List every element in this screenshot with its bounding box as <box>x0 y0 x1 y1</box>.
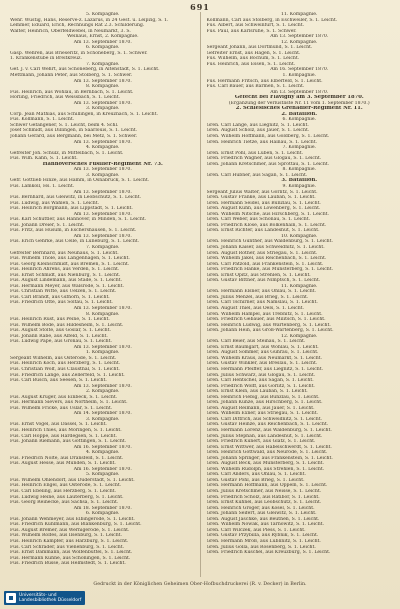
text-line: Gren. Carl Weber, aus Schönau, S. 1. Leicht. <box>206 217 311 223</box>
text-line: Füs. Wilh. Kahn, S. 1. Leicht. <box>10 156 78 162</box>
text-line: Füs. Friedrich Busse, aus Helmstedt, S. 1. Leicht. <box>10 561 126 567</box>
text-line: Am 13. September 1870. <box>73 78 132 84</box>
text-line: Am 16. September 1870. <box>270 67 329 73</box>
text-line: Füs. Georg Reinecke, aus Sachsa, S. 1. Leicht. <box>10 500 119 506</box>
text-line: Gren. Ernst Pohl, aus Lüben, S. 1. Leicht. <box>206 150 304 156</box>
text-line: Gren. Julius Golla, aus Rosenberg, S. 1. Leicht. <box>206 544 316 550</box>
text-line: 12. Kompagnie. <box>281 39 318 45</box>
text-line: Am 13. September 1870. <box>73 189 132 195</box>
text-line: Am 13. September 1870. <box>73 167 132 173</box>
text-line: 3. Kompagnie. <box>86 416 120 422</box>
text-line: Füs. Friedrich Kuhlmann, aus Blankenburg, S. 1. Leicht. <box>10 522 142 528</box>
text-line: Füs. Heinrich Kämpfer, aus Harzburg, S. 1. Leicht. <box>10 538 129 544</box>
text-line: Füs. Ludwig Heine, aus Lauterberg, S. 1. Leicht. <box>10 494 124 500</box>
text-line: Gren. Friedrich Hanke, aus Münsterberg, S. 1. Leicht. <box>206 267 334 273</box>
text-line: Füs. Wilhelm Ohlendorf, aus Duderstadt, S. 1. Leicht. <box>10 477 135 483</box>
text-line: Füs. Paul, aus Karlsruhe, S. 1. Schwer. <box>206 28 297 34</box>
text-columns <box>10 12 392 577</box>
text-line: Füs. Wilhelm Rolfes, aus Ilsenburg, S. 1. Leicht. <box>10 533 122 539</box>
text-line: 11. Kompagnie. <box>281 283 318 289</box>
text-line: Sergeant Wilhelm, aus Osterode, S. 1. Leicht. <box>10 355 117 361</box>
text-line: Gren. Carl Hentschel, aus Sagan, S. 1. Leicht. <box>206 378 314 384</box>
text-line: Gren. August Kühn, aus Löwenberg, S. 1. Leicht. <box>206 206 321 212</box>
text-line: Füs. Wilhelm Fricke, aus Uslar, S. 1. Leicht. <box>10 405 113 411</box>
text-line: Gren. Hermann Elsner, aus Ohlau, S. 1. Leicht. <box>206 289 316 295</box>
text-line: 3. Kompagnie. <box>86 106 120 112</box>
text-line: 9. Kompagnie. <box>282 183 316 189</box>
text-line: 8. Kompagnie. <box>282 167 316 173</box>
text-line: Weinaus, Ernst, 2. Kompagnie. <box>66 34 139 40</box>
text-line: 1. Kompagnie. <box>282 73 316 79</box>
library-logo-text <box>19 593 81 603</box>
text-line: Gren. Julius Stephan, aus Landeshut, S. 1. Leicht. <box>206 433 323 439</box>
text-line: Gren. Wilhelm Nowak, aus Tarnowitz, S. 1. Leicht. <box>206 522 324 528</box>
text-line: Gren. Heinrich Gröger, aus Kosel, S. 1. Leicht. <box>206 505 315 511</box>
text-line: Füs. Carl Bauer, aus Barmen, S. 1. Leicht. <box>206 84 305 90</box>
library-logo[interactable] <box>4 591 85 605</box>
text-line: Am 13. September 1870. <box>73 383 132 389</box>
logo-line-1: Universitäts- und <box>19 593 57 598</box>
text-line: Gren. Ernst Wittwer, aus Habelschwerdt, S. 1. Leicht. <box>206 444 332 450</box>
text-line: 7. Kompagnie. <box>282 145 316 151</box>
text-line: Füs. Hermann Sievers, aus Northeim, S. 1. Leicht. <box>10 400 128 406</box>
text-line: Gren. Wilhelm Hoffmann, aus Goldberg, S. 1. Leicht. <box>206 134 330 140</box>
text-line: Gren. Carl Pätzold, aus Frankenstein, S. 1. Leicht. <box>206 261 324 267</box>
text-line: Gren. Friedrich Wagner, aus Glogau, S. 1. Leicht. <box>206 156 322 162</box>
text-line: Gren. Johann Kretschmer, aus Sprottau, S. 1. Leicht. <box>206 161 330 167</box>
text-line: Gren. August Sommer, aus Guhrau, S. 1. Leicht. <box>206 350 319 356</box>
text-line: Füs. Johann Wehmeyer, aus Elbingerode, S. 1. Leicht. <box>10 516 135 522</box>
right-column <box>207 12 393 577</box>
text-line: Am 13. September 1870. <box>270 89 329 95</box>
text-line: Füs. Georg Kleinschmidt, aus Bremen, S. 1. Leicht. <box>10 261 130 267</box>
text-line: Gefr. Gottlieb Hinze, aus Hamm, in Osnabrück, S. 1. Leicht. <box>10 178 150 184</box>
text-line: Am 14. September 1870. <box>73 411 132 417</box>
text-line: Füs. August Lindemann, aus Stade, S. 1. Leicht. <box>10 278 122 284</box>
text-line: Gren. Heinrich Gottwald, aus Neurode, S. 1. Leicht. <box>206 450 328 456</box>
text-line: Füs. Wilhelm Bode, aus Hildesheim, S. 1. Leicht. <box>10 322 124 328</box>
section-heading: 2. Schlesisches Grenadier-Regiment Nr. 11. <box>235 106 363 112</box>
text-line: Gren. Heinrich Ludwig, aus Wartenberg, S. 1. Leicht. <box>206 322 331 328</box>
text-line: Am 16. September 1870. <box>73 444 132 450</box>
text-line: Gren. Carl Lange, aus Liegnitz, S. 1. Leicht. <box>206 122 309 128</box>
text-line: Füs. Heinrich Koch, aus Herzberg, S. 1. Leicht. <box>10 361 121 367</box>
text-line: 8. Kompagnie. <box>86 311 120 317</box>
text-line: 2. Kompagnie. <box>86 389 120 395</box>
text-line: Füs. August Hesse, aus Münden, S. 1. Leicht. <box>10 461 116 467</box>
text-line: Füs. Carl Brandt, aus Gifhorn, S. 1. Leicht. <box>10 294 110 300</box>
section-heading: 2. Bataillon. <box>281 111 318 117</box>
text-line: Gren. Heinrich Fiebig, aus Bunzlau, S. 1. Leicht. <box>206 394 320 400</box>
text-line: Gren. Hermann Mroß, aus Lublinitz, S. 1. Leicht. <box>206 538 321 544</box>
text-line: Füs. Hermann Meyer, aus Walsrode, S. 1. Leicht. <box>10 283 124 289</box>
text-line: Gren. Wilhelm Exner, aus Striegau, S. 1. Leicht. <box>206 411 319 417</box>
text-line: Gren. Gustav Franke, aus Lauban, S. 1. Leicht. <box>206 195 316 201</box>
text-line: Gren. August Rother, aus Striegau, S. 1. Leicht. <box>206 250 318 256</box>
text-line: Am 13. September 1870. <box>73 344 132 350</box>
text-line: Gren. Carl Hübner, aus Sagan, S. 1. Leicht. <box>206 172 308 178</box>
text-line: Füs. Heinrich Borgmann, aus Lippstadt, S. 1. Leicht. <box>10 206 133 212</box>
text-line: Füs. Friedrich Nolte, aus Dransfeld, S. 1. Leicht. <box>10 455 124 461</box>
text-line: Gren. August Thiel, aus Oels, S. 1. Leicht. <box>206 305 304 311</box>
text-line: Füs. Carl Busch, aus Seesen, S. 1. Leicht. <box>10 378 107 384</box>
text-line: 11. Kompagnie. <box>281 12 318 17</box>
text-line: Füs. Heinrich Rust, aus Peine, S. 1. Leicht. <box>10 317 110 323</box>
text-line: Johann Gerard, aus Bergmann, bei Metz, S. 1. Schwer. <box>10 134 138 140</box>
text-line: Füs. Christian Wolf, aus Clausthal, S. 1. Leicht. <box>10 367 120 372</box>
text-line: 1. Kompagnie. <box>86 350 120 356</box>
section-heading: 3. Bataillon. <box>281 178 318 184</box>
text-line: Füs. Ludwig, aus Wahlen, S. 1. Leicht. <box>10 200 100 206</box>
text-line: Gren. Johann Kunze, aus Hirschberg, S. 1. Leicht. <box>206 400 323 406</box>
section-heading: Hannoversches Füsilier-Regiment Nr. 73. <box>42 161 163 167</box>
text-line: Füs. Heinrich Engel, aus Osterode, S. 1. Leicht. <box>10 483 122 489</box>
printer-footer: Gedruckt in der Königlichen Geheimen Ober-Hofbuchdruckerei (R. v. Decker) in Berlin. <box>93 582 307 587</box>
text-line: 5. Kompagnie. <box>86 472 120 478</box>
text-line: 6. Kompagnie. <box>282 117 316 123</box>
text-line: Gren. Julius Schwarz, aus Glogau, S. 1. Leicht. <box>206 372 316 378</box>
text-line: Gren. Hermann Hoffmann, aus Oppeln, S. 1. Leicht. <box>206 483 328 489</box>
text-line: Gren. Johann Seifert, aus Gleiwitz, S. 1. Leicht. <box>206 511 317 517</box>
text-line: Gren. Carl Wilczek, aus Pless, S. 1. Leicht. <box>206 527 306 533</box>
text-line: Füs. Johann Riemann, aus Göttingen, S. 1. Leicht. <box>10 439 127 445</box>
section-heading: Gefecht bei Flavigny am 3. September 1870. <box>234 95 364 101</box>
text-line: Hörling, Friedrich, aus Weissbach, S. 1. Leicht. <box>10 95 121 101</box>
text-line: Füs. Ludwig Pape, aus Gronau, S. 1. Leicht. <box>10 339 112 345</box>
text-line: Gren. Wilhelm Nitsche, aus Hirschberg, S. 1. Leicht. <box>206 211 329 217</box>
text-line: 7. Kompagnie. <box>86 61 120 67</box>
text-line: Gren. Friedrich Gebauer, aus Militsch, S. 1. Leicht. <box>206 317 326 323</box>
text-line: Gren. Ernst Klein, aus Lauban, S. 1. Leicht. <box>206 389 308 395</box>
text-line: (Ergänzung der Verlustliste Nr. 11 vom 1. September 1870.) <box>228 100 370 106</box>
text-line: Gren. Ernst Opitz, aus Strehlen, S. 1. Leicht. <box>206 272 311 278</box>
text-line: Gren. Wilhelm Rudolph, aus Strehlen, S. 1. Leicht. <box>206 466 325 472</box>
text-line: Mettmann, Johann Peter, aus Stolberg, S. 1. Schwer. <box>10 73 133 79</box>
text-line: Gren. Heinrich Günther, aus Waldenburg, S. 1. Leicht. <box>206 239 333 245</box>
text-line: 1. Krankenstube in Breitkreuz. <box>10 56 82 62</box>
text-line: 6. Kompagnie. <box>86 45 120 51</box>
library-logo-icon <box>6 593 16 603</box>
text-line: Gren. Johann Kaiser, aus Schweidnitz, S. 1. Leicht. <box>206 244 325 250</box>
text-line: Gren. Hermann Pfeiffer, aus Liegnitz, S. 1. Leicht. <box>206 367 324 372</box>
page-number: 691 <box>190 2 210 12</box>
text-line: Gef. J. v. Carl Wehrt, aus Schöneberg, in Altenstadt, S. 1. Leicht. <box>10 67 160 73</box>
text-line: Gefreiter Joh. Schulz, in Mittelbach, S. 1. Leicht. <box>10 150 124 156</box>
text-line: Gren. Gustav Pohl, aus Brieg, S. 1. Leicht. <box>206 477 305 483</box>
text-line: Füs. Kollmann, S. 1. Leicht. <box>10 117 75 123</box>
text-line: Füs. Wilhelm Thöle, aus Langenhagen, S. 1. Leicht. <box>10 256 130 262</box>
text-line: Füs. Johann Rabe, aus Alfeld, S. 1. Leicht. <box>10 333 108 339</box>
text-line: Füs. Christian Witte, aus Uelzen, S. 1. Leicht. <box>10 289 117 295</box>
text-line: Walter, Heinrich, Oberfeldwebel, in Neumarkt, 3. S. <box>10 28 131 34</box>
text-line: Kollmann, Carl aus Stolberg, in Eschweiler, S. 1. Leicht. <box>206 17 338 23</box>
text-line: Füs. Heinrich Ahrens, aus Verden, S. 1. Leicht. <box>10 267 120 273</box>
text-line: Sergeant Julius Walter, aus Görlitz, S. 1. Leicht. <box>206 189 318 195</box>
text-line: Corp. Jean Mathias, aus Schillingen, in Kreuznach, S. 1. Leicht. <box>10 111 158 117</box>
text-line: Füs. Carl Hoppe, aus Hardegsen, S. 1. Leicht. <box>10 433 117 439</box>
text-line: Gasp. Wehren, aus Brieseritz, in Schöneberg, S. 1. Schwer. <box>10 50 148 56</box>
text-line: Gren. Wilhelm Jäkel, aus Reichenbach, S. 1. Leicht. <box>206 256 327 262</box>
text-line: Am 13. September 1870. <box>73 233 132 239</box>
text-line: Füs. Friedrich Lange, aus Zellerfeld, S. 1. Leicht. <box>10 372 125 378</box>
text-line: Josef Schmidt, aus Dillingen, in Saarlouis, S. 1. Leicht. <box>10 128 138 134</box>
text-line: Gren. August Beck, aus Münsterberg, S. 1. Leicht. <box>206 461 324 467</box>
text-line: Füs. Karl Schüttler, aus Hannover, in Minden, S. 1. Leicht. <box>10 217 147 223</box>
text-line: Gren. Ernst Richter, aus Landeshut, S. 1. Leicht. <box>206 228 320 234</box>
text-line: Gren. Carl Dittrich, aus Schweidnitz, S. 1. Leicht. <box>206 416 322 422</box>
text-line: 6. Kompagnie. <box>86 511 120 517</box>
text-line: Gren. Gustav Bittner, aus Nimptsch, S. 1. Leicht. <box>206 278 321 284</box>
text-line: Gren. Gustav Przybilla, aus Rybnik, S. 1. Leicht. <box>206 533 319 539</box>
text-line: Am 13. September 1870. <box>73 211 132 217</box>
text-line: Füs. Ernst Schmidt, aus Nienburg, S. 1. Leicht. <box>10 272 121 278</box>
text-line: Sergeant Johann, aus Dortmund, S. 1. Leicht. <box>206 45 313 51</box>
text-line: Gren. Johann Springer, aus Frankenstein, S. 1. Leicht. <box>206 455 333 461</box>
text-line: Füs. August Bremer, aus Wernigerode, S. 1. Leicht. <box>10 527 130 533</box>
text-line: Füs. Heinrich, aus Wohlau, in Bernbach, S. 1. Leicht. <box>10 89 134 95</box>
text-line: 4. Kompagnie. <box>86 145 120 151</box>
text-line: Gren. Johann Hein, aus Groß-Wartenberg, S. 1. Leicht. <box>206 328 334 334</box>
text-line: Gren. Julius Kretschmer, aus Neisse, S. 1. Leicht. <box>206 489 322 495</box>
text-line: Am 13. September 1870. <box>73 305 132 311</box>
text-line: Am 13. September 1870. <box>73 139 132 145</box>
text-line: Gren. Carl Beier, aus Steinau, S. 1. Leicht. <box>206 339 306 345</box>
text-line: Gren. August Reimann, aus Jauer, S. 1. Leicht. <box>206 405 315 411</box>
text-line: Füs. Friedrich Otte, aus Soltau, S. 1. Leicht. <box>10 300 113 306</box>
text-line: Gren. Ernst Baumgart, aus Wohlau, S. 1. Leicht. <box>206 344 319 350</box>
text-line: Füs. Bernhard, aus Gleiwitz, in Leobschütz, S. 1. Leicht. <box>10 195 142 201</box>
text-line: Füs. Ernst Dammann, aus Wolfenbüttel, S. 1. Leicht. <box>10 550 133 556</box>
text-line: Gren. Wilhelm Hampel, aus Trebnitz, S. 1. Leicht. <box>206 311 323 317</box>
text-line: Gren. Hermann Seidel, aus Bunzlau, S. 1. Leicht. <box>206 200 321 206</box>
text-line: Füs. August Krüger, aus Einbeck, S. 1. Leicht. <box>10 394 118 400</box>
text-line: Füs. Hermann Fritsch, aus Elberfeld, S. 1. Leicht. <box>206 78 323 84</box>
text-line: Gren. Ernst Kühnel, aus Leobschütz, S. 1. Leicht. <box>206 500 322 506</box>
text-line: Gren. Carl Anders, aus Ohlau, S. 1. Leicht. <box>206 472 306 478</box>
text-line: Füs. Erich Gehrke, aus Celle, in Lüneburg, S. 1. Leicht. <box>10 239 140 245</box>
text-line: 4. Kompagnie. <box>86 450 120 456</box>
text-line: Gren. Friedrich Kunert, aus Glatz, S. 1. Leicht. <box>206 439 316 445</box>
text-line: Füs. Lamkoll, Hs. 1. Leicht. <box>10 183 75 189</box>
text-line: Füs. Fritz, aus Husum, in Eschershausen, S. 1. Leicht. <box>10 228 137 234</box>
text-line: Gren. Friedrich Kuschel, aus Kreuzburg, S. 1. Leicht. <box>206 550 331 556</box>
text-line: 5. Kompagnie. <box>86 12 120 17</box>
text-line: 12. Kompagnie. <box>281 333 318 339</box>
text-line: Am 13. September 1870. <box>270 34 329 40</box>
text-line: Füs. Albert, aus Schweinfurt, S. 1. Leicht. <box>206 23 305 29</box>
text-line: 8. Kompagnie. <box>86 84 120 90</box>
text-line: 7. Kompagnie. <box>86 244 120 250</box>
text-line: Am 18. September 1870. <box>73 505 132 511</box>
text-line: Am 16. September 1870. <box>73 466 132 472</box>
text-line: Gren. Wilhelm Kraus, aus Neumarkt, S. 1. Leicht. <box>206 355 322 361</box>
text-line: Gren. August Scholz, aus Jauer, S. 1. Leicht. <box>206 128 310 134</box>
text-line: Gren. Friedrich Wolff, aus Görlitz, S. 1. Leicht. <box>206 383 315 389</box>
text-line: Füs. Hermann Kühne, aus Schöningen, S. 1. Leicht. <box>10 555 131 561</box>
text-line: Gren. Heinrich Tietze, aus Hainau, S. 1. Leicht. <box>206 139 318 145</box>
text-line: Gren. Friedrich Scholz, aus Ratibor, S. 1. Leicht. <box>206 494 320 500</box>
text-line: Schwer Gefangener, S. 1. Leicht, beim 4. Schl. <box>10 122 119 128</box>
text-line: 3. Kompagnie. <box>86 172 120 178</box>
text-line: Gren. Gustav Winkler, aus Breslau, S. 1. Leicht. <box>206 361 318 367</box>
text-line: Füs. Johann Dreier, S. 1. Leicht. <box>10 222 85 228</box>
text-line: 10. Kompagnie. <box>281 233 318 239</box>
text-line: Gren. Gustav Heinze, aus Reichenbach, S. 1. Leicht. <box>206 422 329 428</box>
text-line: Füs. Heinrich Thies, aus Moringen, S. 1. Leicht. <box>10 428 122 434</box>
text-line: Gefreiter Bernhard, aus Neuhaus, S. 1. Leicht. <box>10 250 119 256</box>
text-line: Gefreiter Ernst, aus Hagen, S. 1. Leicht. <box>206 50 301 56</box>
text-line: Füs. Carl Ebeling, aus Herzberg, S. 1. Leicht. <box>10 489 116 495</box>
logo-line-2: Landesbibliothek Düsseldorf <box>19 598 82 603</box>
text-line: Gren. Friedrich Klose, aus Bolkenhain, S. 1. Leicht. <box>206 222 327 228</box>
text-line: Füs. Heinrich, aus Essen, S. 1. Leicht. <box>206 61 296 67</box>
text-line: Lemmer, Eduard, Erich, Rechnungs Rat 2.3. Schilderung. <box>10 23 145 29</box>
text-line: Gren. Carl Tschirner, aus Namslau, S. 1. Leicht. <box>206 300 318 306</box>
text-line: Am 13. September 1870. <box>73 39 132 45</box>
left-column <box>10 12 201 577</box>
text-line: Gren. Julius Menzel, aus Brieg, S. 1. Leicht. <box>206 294 309 300</box>
text-line: Füs. Ernst Vogel, aus Dassel, S. 1. Leicht. <box>10 422 107 428</box>
text-line: Am 13. September 1870. <box>73 100 132 106</box>
text-line: Füs. August Stolte, aus Goslar, S. 1. Leicht. <box>10 328 111 334</box>
text-line: Wehr. Wustig, Hans, Reserve-z. Lazarus, in 24 Gest. u. Leipzig, S. 1. <box>10 17 169 23</box>
text-line: Gren. Hermann Lorenz, aus Waldenburg, S. 1. Leicht. <box>206 428 332 434</box>
text-line: Füs. Wilhelm, aus Bochum, S. 1. Leicht. <box>206 56 300 62</box>
text-line: Gren. August Jäschke, aus Beuthen, S. 1. Leicht. <box>206 516 320 522</box>
text-line: Füs. Carl Schrader, aus Vienenburg, S. 1. Leicht. <box>10 544 125 550</box>
